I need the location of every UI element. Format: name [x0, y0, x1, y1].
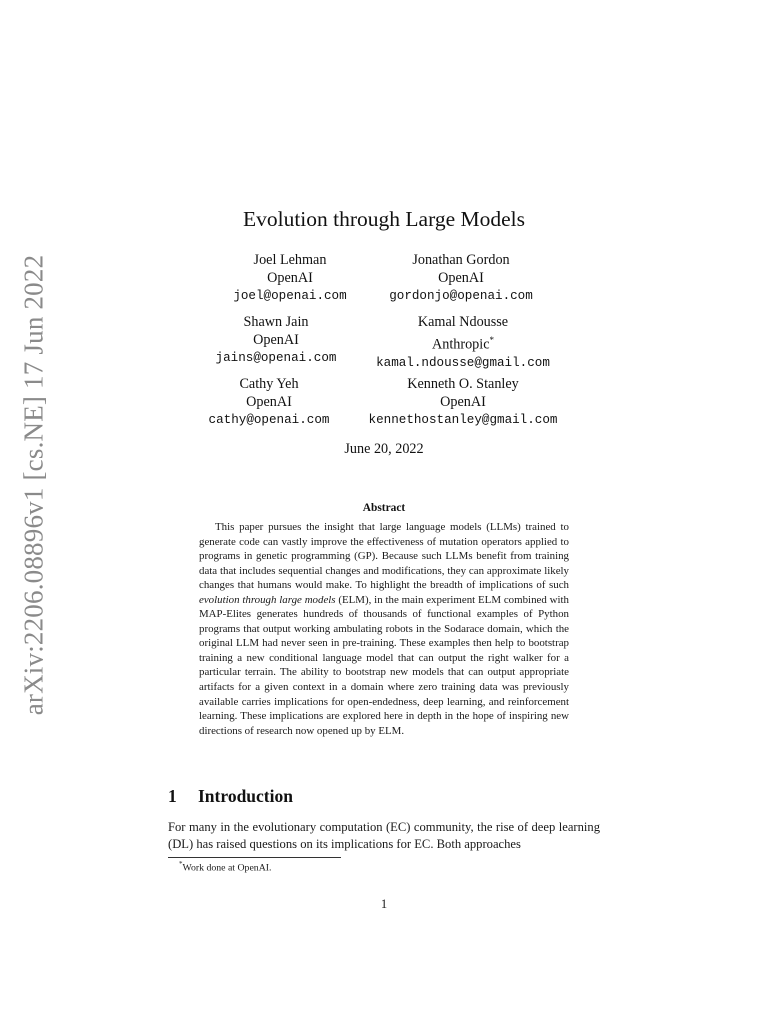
author-name: Jonathan Gordon	[412, 252, 510, 268]
author-name: Kamal Ndousse	[417, 314, 509, 330]
affiliation-footnote-mark: *	[489, 335, 495, 345]
abstract-emphasis: evolution through large models	[199, 593, 336, 606]
author-email: kamal.ndousse@gmail.com	[376, 355, 550, 370]
author-email: gordonjo@openai.com	[389, 289, 533, 303]
author-name: Joel Lehman	[253, 252, 327, 268]
footnote-mark: *	[179, 860, 183, 868]
author-affiliation: OpenAI	[253, 332, 299, 348]
abstract-body	[199, 520, 569, 738]
abstract-heading: Abstract	[362, 502, 406, 514]
author-email: cathy@openai.com	[208, 413, 330, 427]
section-number: 1	[168, 786, 177, 806]
author-affiliation: OpenAI	[267, 270, 313, 286]
section-title: Introduction	[198, 786, 293, 806]
page-number: 1	[380, 897, 388, 911]
author-affiliation: OpenAI	[438, 270, 484, 286]
author-affiliation: OpenAI	[440, 394, 486, 410]
author-block	[353, 375, 573, 429]
author-name: Cathy Yeh	[239, 376, 299, 392]
publication-date: June 20, 2022	[344, 441, 424, 457]
abstract-text: This paper pursues the insight that large language models (LLMs) trained to generate code can vastly improve the effectiveness of mutation operators applied to programs in genetic programming (GP). Because such LLMs benefit from training data that includes sequential changes and modifications, they can approximate likely changes that humans would make. To highlight the breadth of implications of such	[199, 521, 569, 592]
author-block	[351, 251, 571, 305]
author-affiliation: Anthropic*	[431, 335, 495, 353]
author-email: jains@openai.com	[215, 351, 337, 365]
footnote	[179, 860, 272, 873]
footnote-rule	[168, 857, 341, 858]
footnote-text: Work done at OpenAI.	[182, 862, 272, 874]
author-email: kennethostanley@gmail.com	[368, 413, 558, 427]
author-affiliation: OpenAI	[246, 394, 292, 410]
section-heading	[168, 786, 293, 807]
author-name: Kenneth O. Stanley	[407, 376, 519, 392]
author-block	[159, 375, 379, 429]
author-email: joel@openai.com	[233, 289, 347, 303]
arxiv-stamp: arXiv:2206.08896v1 [cs.NE] 17 Jun 2022	[18, 254, 49, 716]
abstract-text: (ELM), in the main experiment ELM combined with MAP-Elites generates hundreds of thousands of functional examples of Python programs that output working ambulating robots in the Sodarace domain, which the original LLM had never seen in pre-training. These examples then help to bootstrap training a new conditional language model that can output the right walker for a particular terrain. The ability to bootstrap new models that can output appropriate artifacts for a given context in a domain where zero training data was previously available carries implications for open-endedness, deep learning, and reinforcement learning. These implications are explored here in depth in the hope of inspiring new directions of research now opened up by ELM.	[199, 593, 569, 737]
author-block	[353, 313, 573, 372]
author-name: Shawn Jain	[243, 314, 309, 330]
paper-title: Evolution through Large Models	[242, 207, 526, 231]
introduction-text: For many in the evolutionary computation (EC) community, the rise of deep learning (DL) has raised questions on its implications for EC. Both approaches	[168, 820, 600, 851]
